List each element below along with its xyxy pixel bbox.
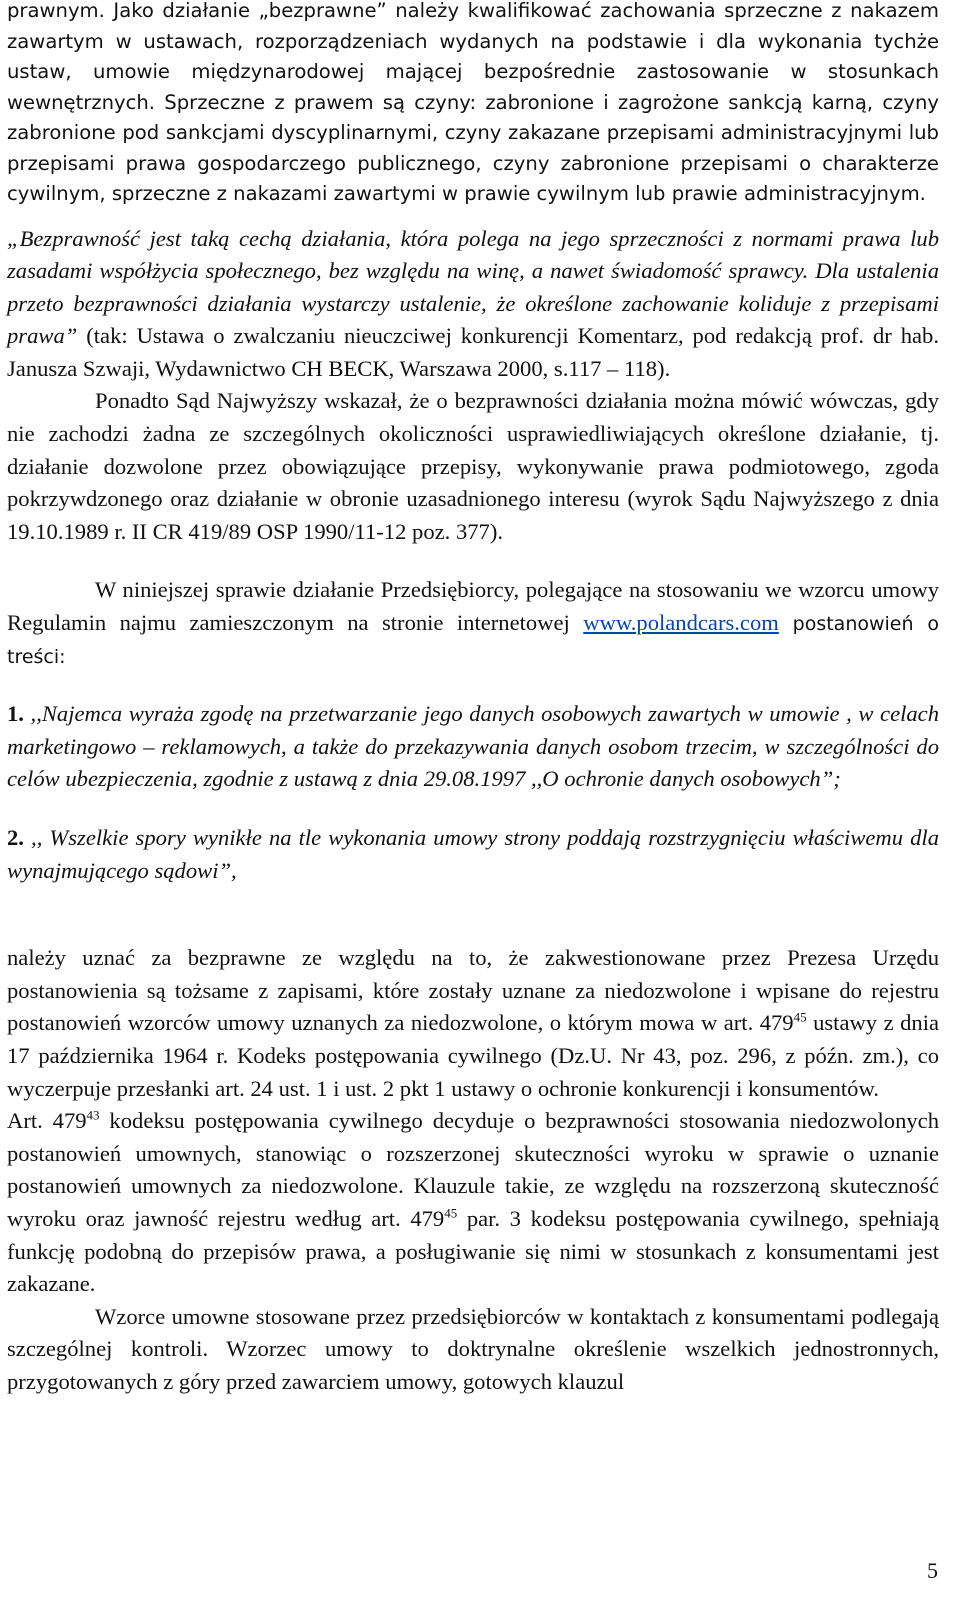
website-link[interactable]: www.polandcars.com — [583, 610, 779, 636]
paragraph-supreme-court: Ponadto Sąd Najwyższy wskazał, że o bezprawności działania można mówić wówczas, gdy nie zachodzi żadna ze szczególnych okoliczności usprawiedliwiających określone działanie, tj. działanie dozwolone przez obowiązujące przepisy, wykonywanie prawa podmiotowego, zgoda pokrzywdzonego oraz działanie w obronie uzasadnionego interesu (wyrok Sądu Najwyższego z dnia 19.10.1989 r. II CR 419/89 OSP 1990/11-12 poz. 377). — [7, 388, 939, 544]
paragraph-text: Art. 479 — [7, 1108, 87, 1134]
paragraph-text-cont: kodeksu postępowania cywilnego decyduje o bezprawności stosowania niedozwolonych postanowień umownych, stanowiąc o rozszerzonej skuteczności wyroku w sprawie o uznanie postanowień umownych za niedozwolone. Klauzule takie, ze względu na rozszerzoną skuteczność wyroku oraz jawność rejestru według art. 479 — [7, 1108, 939, 1231]
clause-2 — [7, 822, 939, 887]
superscript: 45 — [793, 1009, 807, 1025]
paragraph-text: należy uznać za bezprawne ze względu na to, że zakwestionowane przez Prezesa Urzędu postanowienia są tożsame z zapisami, które zostały uznane za niedozwolone i wpisane do rejestru postanowień wzorców umowy uznanych za niedozwolone, o którym mowa w art. 479 — [7, 945, 939, 1036]
paragraph-text-end: par. 3 kodeksu postępowania cywilnego, spełniają funkcję podobną do przepisów prawa, a posługiwanie się nimi w stosunkach z konsumentami jest zakazane. — [7, 1205, 940, 1297]
paragraph-quote — [7, 223, 939, 386]
superscript: 45 — [444, 1205, 458, 1221]
paragraph-case — [7, 574, 939, 672]
paragraph-text: prawnym. Jako działanie „bezprawne” należy kwalifikować zachowania sprzeczne z nakazem zawartym w ustawach, rozporządzeniach wydanych na podstawie i dla wykonania tychże ustaw, umowie międzynarodowej mającej bezpośrednie zastosowanie w stosunkach wewnętrznych. — [7, 0, 939, 114]
quote-text: „Bezprawność jest taką cechą działania, która polega na jego sprzeczności z normami prawa lub zasadami współżycia społecznego, bez względu na winę, a nawet świadomość sprawcy. Dla ustalenia przeto bezprawności działania wystarczy ustalenie, że określone zachowanie koliduje z przepisami prawa” — [7, 225, 939, 349]
clause-number: 1. — [7, 701, 24, 727]
clause-number: 2. — [7, 825, 24, 850]
paragraph-text-cont: ustawy z dnia 17 października 1964 r. Kodeks postępowania cywilnego (Dz.U. Nr 43, poz. 296, z późn. zm.), co wyczerpuje przesłanki art. 24 ust. 1 i ust. 2 pkt 1 ustawy o ochronie konkurencji i konsumentów. — [7, 1010, 939, 1101]
paragraph-text-cont: postanowień o treści: — [7, 613, 939, 668]
superscript: 43 — [86, 1107, 100, 1123]
clause-1 — [7, 698, 939, 796]
clause-text: ,,Najemca wyraża zgodę na przetwarzanie jego danych osobowych zawartych w umowie , w celach marketingowo – reklamowych, a także do przekazywania danych osobom trzecim, w szczególności do celów ubezpieczenia, zgodnie z ustawą z dnia 29.08.1997 ,,O ochronie danych osobowych”; — [7, 701, 939, 792]
page-number: 5 — [927, 1558, 938, 1583]
paragraph-definition-unlawful — [7, 0, 939, 210]
paragraph-conclusion — [7, 942, 939, 1105]
document-page — [7, 0, 939, 1399]
paragraph-text: W niniejszej sprawie działanie Przedsiębiorcy, polegające na stosowaniu we wzorcu umowy Regulamin najmu zamieszczonym na stronie internetowej — [7, 577, 939, 636]
clause-text: ,, Wszelkie spory wynikłe na tle wykonania umowy strony poddają rozstrzygnięciu właściwemu dla wynajmującego sądowi”, — [7, 825, 939, 883]
paragraph-contract-templates: Wzorce umowne stosowane przez przedsiębiorców w kontaktach z konsumentami podlegają szczególnej kontroli. Wzorzec umowy to doktrynalne określenie wszelkich jednostronnych, przygotowanych z góry przed zawarciem umowy, gotowych klauzul — [7, 1303, 939, 1394]
paragraph-text-cont: Sprzeczne z prawem są czyny: zabronione i zagrożone sankcją karną, czyny zabronione pod sankcjami dyscyplinarnymi, czyny zakazane przepisami administracyjnymi lub przepisami prawa gospodarczego publicznego, czyny zabronione przepisami o charakterze cywilnym, sprzeczne z nakazami zawartymi w prawie cywilnym lub prawie administracyjnym. — [7, 90, 939, 205]
quote-source: (tak: Ustawa o zwalczaniu nieuczciwej konkurencji Komentarz, pod redakcją prof. dr hab. Janusza Szwaji, Wydawnictwo CH BECK, Warszawa 2000, s.117 – 118). — [7, 323, 939, 381]
paragraph-art-479 — [7, 1105, 939, 1301]
